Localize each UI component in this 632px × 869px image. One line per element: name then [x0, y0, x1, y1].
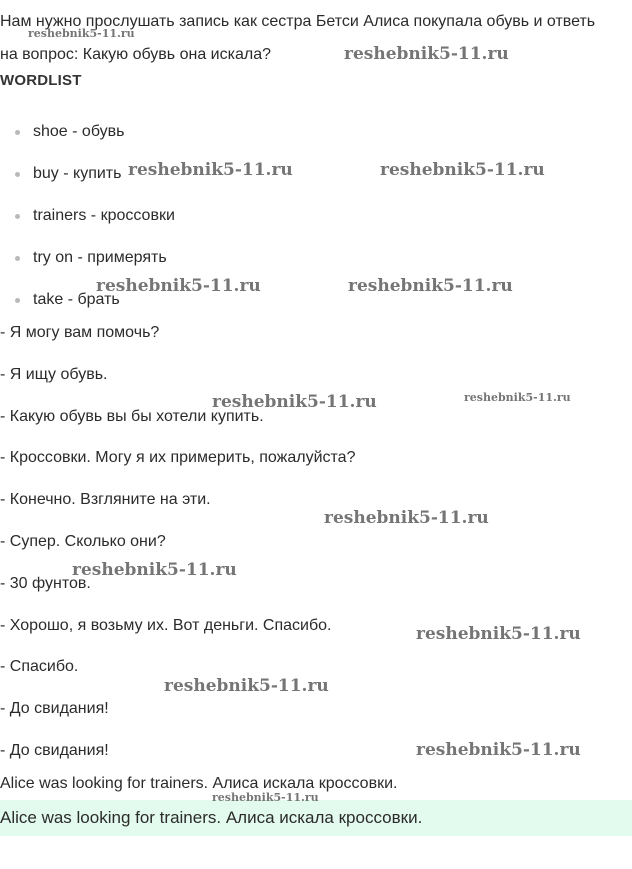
watermark: reshebnik5-11.ru — [164, 676, 329, 696]
bullet-icon — [15, 172, 20, 177]
dialog-line: - Спасибо. — [0, 658, 79, 676]
watermark: reshebnik5-11.ru — [348, 276, 513, 296]
watermark: reshebnik5-11.ru — [416, 740, 581, 760]
dialog-line: - Супер. Сколько они? — [0, 532, 166, 550]
dialog-line: - Какую обувь вы бы хотели купить. — [0, 407, 264, 425]
dialog-line: - Конечно. Взгляните на эти. — [0, 491, 211, 509]
answer-highlight-text: Alice was looking for trainers. Алиса искала кроссовки. — [0, 808, 423, 827]
dialog-transcript — [0, 321, 355, 781]
watermark: reshebnik5-11.ru — [212, 392, 377, 412]
wordlist-item — [0, 203, 175, 245]
bullet-icon — [15, 130, 20, 135]
dialog-line: - До свидания! — [0, 700, 109, 718]
wordlist-item — [0, 245, 175, 287]
task-instructions: Нам нужно прослушать запись как сестра Бетси Алиса покупала обувь и ответь на вопрос: Какую обувь она искала? — [0, 13, 596, 63]
dialog-line: - 30 фунтов. — [0, 574, 91, 592]
wordlist-item-text: shoe - обувь — [33, 123, 125, 140]
answer-highlight — [0, 800, 632, 836]
wordlist-heading: WORDLIST — [0, 72, 82, 89]
wordlist-item-text: try on - примерять — [33, 249, 167, 266]
watermark: reshebnik5-11.ru — [464, 391, 571, 404]
watermark: reshebnik5-11.ru — [380, 160, 545, 180]
dialog-line: - Кроссовки. Могу я их примерить, пожалуйста? — [0, 449, 356, 467]
bullet-icon — [15, 214, 20, 219]
watermark: reshebnik5-11.ru — [72, 560, 237, 580]
dialog-line: - До свидания! — [0, 741, 109, 759]
watermark: reshebnik5-11.ru — [96, 276, 261, 296]
wordlist-item — [0, 161, 175, 203]
dialog-line: - Я ищу обувь. — [0, 365, 108, 383]
watermark: reshebnik5-11.ru — [128, 160, 293, 180]
watermark: reshebnik5-11.ru — [28, 27, 135, 40]
watermark: reshebnik5-11.ru — [344, 44, 509, 64]
dialog-line: - Я могу вам помочь? — [0, 324, 160, 341]
watermark: reshebnik5-11.ru — [212, 791, 319, 804]
bullet-icon — [15, 256, 20, 261]
dialog-line: - Хорошо, я возьму их. Вот деньги. Спасибо. — [0, 616, 332, 634]
wordlist — [0, 119, 175, 329]
bullet-icon — [15, 298, 20, 303]
watermark: reshebnik5-11.ru — [416, 624, 581, 644]
wordlist-item-text: take - брать — [33, 291, 120, 308]
wordlist-item-text: trainers - кроссовки — [33, 207, 175, 224]
wordlist-item-text: buy - купить — [33, 165, 122, 182]
watermark: reshebnik5-11.ru — [324, 508, 489, 528]
answer-text: Alice was looking for trainers. Алиса искала кроссовки. — [0, 775, 398, 792]
wordlist-item — [0, 119, 175, 161]
